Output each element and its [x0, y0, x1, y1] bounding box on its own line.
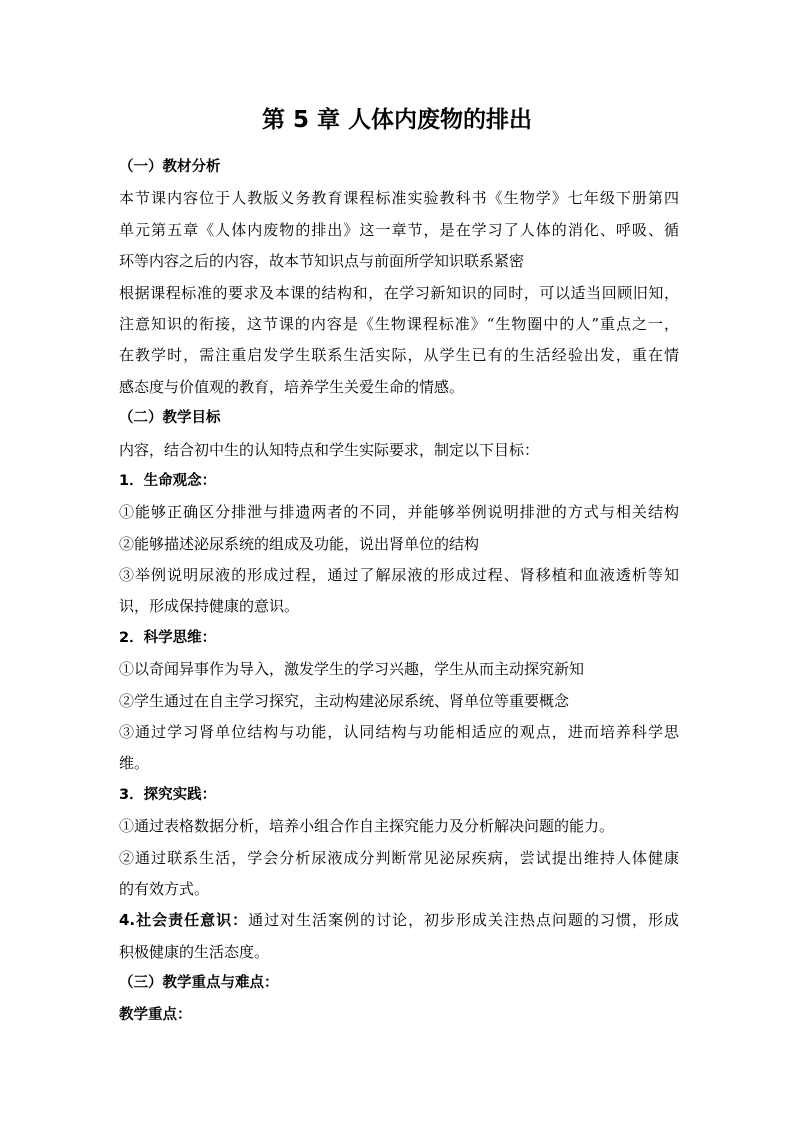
paragraph-line: 在教学时，需注重启发学生联系生活实际，从学生已有的生活经验出发，重在情: [119, 346, 679, 365]
goal-heading-scientific-thinking: 2．科学思维：: [119, 629, 217, 646]
goal-item: 维。: [119, 754, 150, 773]
goal-item: ①以奇闻异事作为导入，激发学生的学习兴趣，学生从而主动探究新知: [119, 660, 585, 679]
document-body: [119, 152, 679, 1031]
goal-item: 积极健康的生活态度。: [119, 942, 270, 961]
goal-heading-life-concept: 1．生命观念：: [119, 472, 217, 489]
goal-heading-social-responsibility: 4.社会责任意识：: [119, 911, 249, 930]
paragraph-line: 单元第五章《人体内废物的排出》这一章节，是在学习了人体的消化、呼吸、循: [119, 220, 679, 239]
paragraph-line: 感态度与价值观的教育，培养学生关爱生命的情感。: [119, 377, 465, 396]
paragraph-line: 根据课程标准的要求及本课的结构和，在学习新知识的同时，可以适当回顾旧知，: [119, 283, 679, 302]
document-title: 第 5 章 人体内废物的排出: [261, 107, 533, 133]
goal-item: 识，形成保持健康的意识。: [119, 597, 300, 616]
section-heading-teaching-goals: （二）教学目标: [119, 410, 221, 427]
paragraph-line: 环等内容之后的内容，故本节知识点与前面所学知识联系紧密: [119, 252, 525, 271]
section-heading-key-points: （三）教学重点与难点：: [119, 975, 279, 992]
goal-text: 通过对生活案例的讨论，初步形成关注热点问题的习惯，形成: [248, 911, 679, 930]
goal-item: ①能够正确区分排泄与排遗两者的不同，并能够举例说明排泄的方式与相关结构: [119, 503, 679, 522]
paragraph-line: 本节课内容位于人教版义务教育课程标准实验教科书《生物学》七年级下册第四: [119, 189, 679, 208]
subheading-teaching-key-points: 教学重点：: [119, 1006, 192, 1023]
paragraph-line: 内容，结合初中生的认知特点和学生实际要求，制定以下目标：: [119, 440, 540, 459]
goal-item: ②学生通过在自主学习探究，主动构建泌尿系统、肾单位等重要概念: [119, 691, 570, 710]
goal-social-responsibility: [119, 905, 679, 936]
goal-item: ③举例说明尿液的形成过程，通过了解尿液的形成过程、肾移植和血液透析等知: [119, 566, 679, 585]
goal-item: ②能够描述泌尿系统的组成及功能，说出肾单位的结构: [119, 534, 480, 553]
goal-item: ②通过联系生活，学会分析尿液成分判断常见泌尿疾病，尝试提出维持人体健康: [119, 848, 679, 867]
paragraph-line: 注意知识的衔接，这节课的内容是《生物课程标准》“生物圈中的人”重点之一，: [119, 314, 679, 333]
goal-item: ③通过学习肾单位结构与功能，认同结构与功能相适应的观点，进而培养科学思: [119, 723, 679, 742]
goal-item: 的有效方式。: [119, 879, 210, 898]
section-heading-material-analysis: （一）教材分析: [119, 159, 221, 175]
goal-item: ①通过表格数据分析，培养小组合作自主探究能力及分析解决问题的能力。: [119, 817, 615, 836]
goal-heading-inquiry-practice: 3．探究实践：: [119, 786, 217, 803]
